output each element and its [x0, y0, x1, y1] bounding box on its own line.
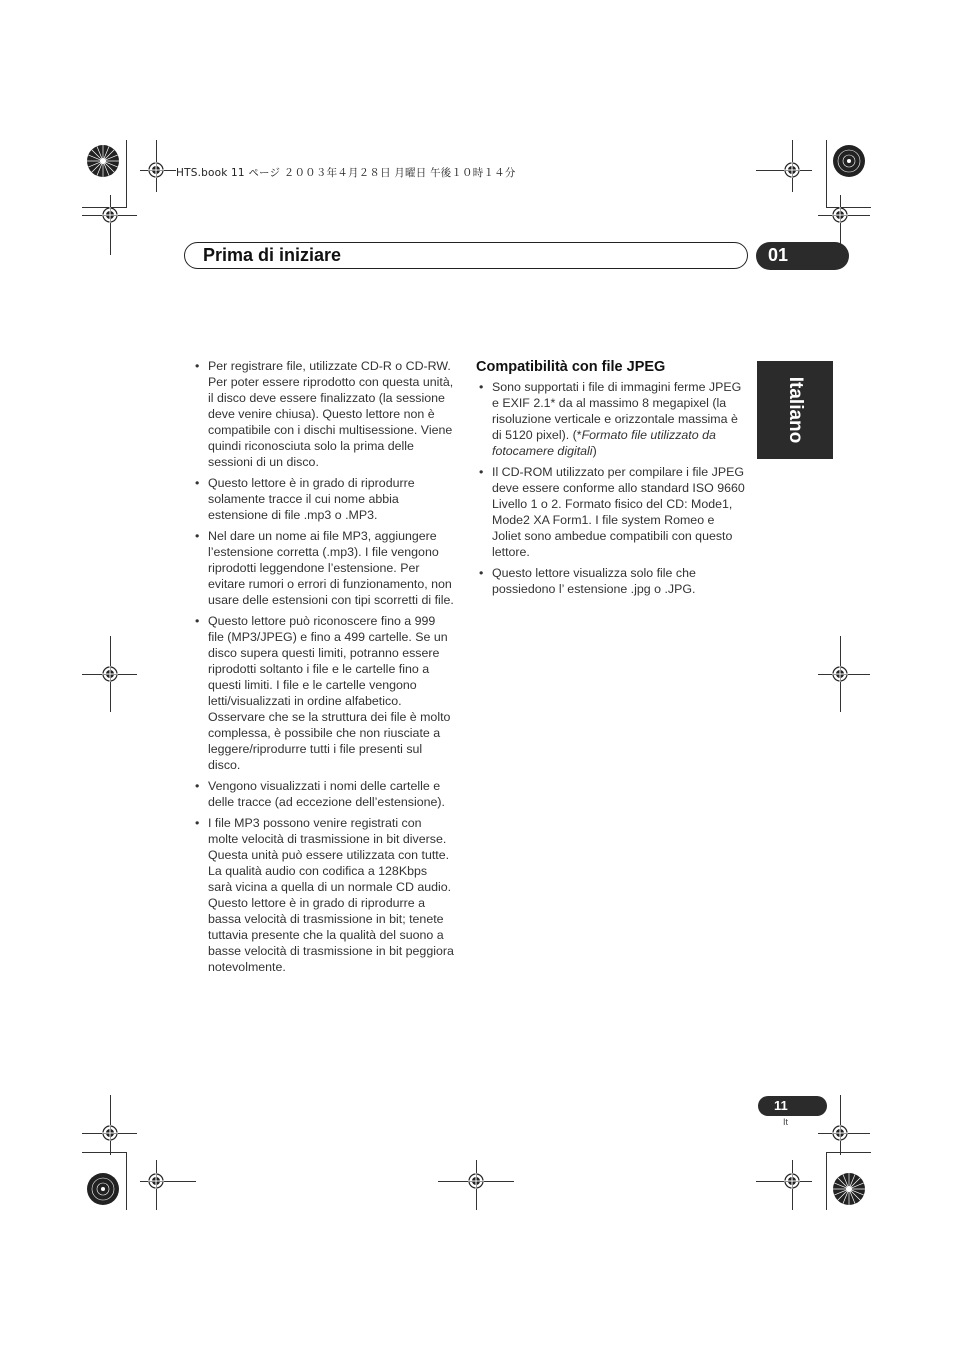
language-tab [757, 361, 833, 459]
page-language-code: It [783, 1117, 789, 1127]
footnote-text: Formato file utilizzato da fotocamere digitali [492, 428, 716, 458]
print-info: HTS.book 11 ページ ２００３年４月２８日 月曜日 午後１０時１４分 [176, 167, 516, 179]
chapter-number: 01 [768, 245, 789, 265]
page-number: 11 [774, 1098, 788, 1113]
sunburst-mark-icon [832, 1172, 866, 1206]
registration-target-icon [468, 1173, 484, 1189]
left-bullet-list [192, 358, 454, 975]
sunburst-mark-icon [86, 144, 120, 178]
chapter-number-badge [756, 242, 849, 270]
list-item: • Vengono visualizzati i nomi delle cartelle e delle tracce (ad eccezione dell’estensione). [192, 778, 454, 810]
list-item: • Questo lettore può riconoscere fino a 999 file (MP3/JPEG) e fino a 499 cartelle. Se un disco supera questi limiti, potranno essere riprodotti soltanto i file e le cartelle fino a questi limiti. I file e le cartelle vengono letti/visualizzati in ordine alfabetico. Osservare che se la struttura dei file è molto complessa, è possibile che non riusciate a leggere/riprodurre tutti i file presenti sul disco. [192, 613, 454, 773]
registration-target-icon [102, 207, 118, 223]
registration-target-icon [148, 162, 164, 178]
footnote-close: ) [592, 444, 597, 458]
registration-target-icon [784, 1173, 800, 1189]
registration-target-icon [832, 666, 848, 682]
language-tab-label: Italiano [785, 376, 806, 444]
registration-target-icon [102, 1125, 118, 1141]
chapter-header [184, 242, 748, 269]
registration-target-icon [784, 162, 800, 178]
list-item-text: Sono supportati i file di immagini ferme JPEG e EXIF 2.1* da al massimo 8 megapixel (la risoluzione verticale e orizzontale massima è di 5120 pixel). [492, 380, 742, 442]
section-heading: Compatibilità con file JPEG [476, 359, 666, 375]
footnote-open: (* [572, 428, 582, 442]
right-column [476, 358, 746, 602]
sunburst-mark-icon [832, 144, 866, 178]
list-item: • Per registrare file, utilizzate CD-R o CD-RW. Per poter essere riprodotto con questa unità, il disco deve essere finalizzato (la sessione deve venire chiusa). Questo lettore non è compatibile con i dischi multisessione. Viene quindi riconosciuta solo la prima delle sessioni di un disco. [192, 358, 454, 470]
registration-target-icon [832, 1125, 848, 1141]
list-item: • I file MP3 possono venire registrati con molte velocità di trasmissione in bit diverse. Questa unità può essere utilizzata con tutte. La qualità audio con codifica a 128Kbps sarà vicina a quella di un normale CD audio. Questo lettore è in grado di riprodurre a bassa velocità di trasmissione in bit; tenete tuttavia presente che la qualità del suono a basse velocità di trasmissione in bit peggiora notevolmente. [192, 815, 454, 975]
chapter-title: Prima di iniziare [203, 245, 342, 265]
list-item: • Il CD-ROM utilizzato per compilare i file JPEG deve essere conforme allo standard ISO 9660 Livello 1 o 2. Formato fisico del CD: Mode1, Mode2 XA Form1. I file system Romeo e Joliet sono ambedue compatibili con questo lettore. [476, 464, 746, 560]
registration-target-icon [102, 666, 118, 682]
list-item: • Questo lettore visualizza solo file che possiedono l’ estensione .jpg o .JPG. [476, 565, 746, 597]
registration-target-icon [832, 207, 848, 223]
sunburst-mark-icon [86, 1172, 120, 1206]
registration-target-icon [148, 1173, 164, 1189]
list-item: • Questo lettore è in grado di riprodurre solamente tracce il cui nome abbia estensione di file .mp3 o .MP3. [192, 475, 454, 523]
list-item: • Nel dare un nome ai file MP3, aggiungere l’estensione corretta (.mp3). I file vengono riprodotti leggendone l’estensione. Per evitare rumori o errori di funzionamento, non usare delle estensioni con tipi scorretti di file. [192, 528, 454, 608]
right-bullet-list [476, 379, 746, 597]
list-item [476, 379, 746, 459]
left-column [192, 358, 454, 980]
page-number-badge [758, 1096, 827, 1116]
